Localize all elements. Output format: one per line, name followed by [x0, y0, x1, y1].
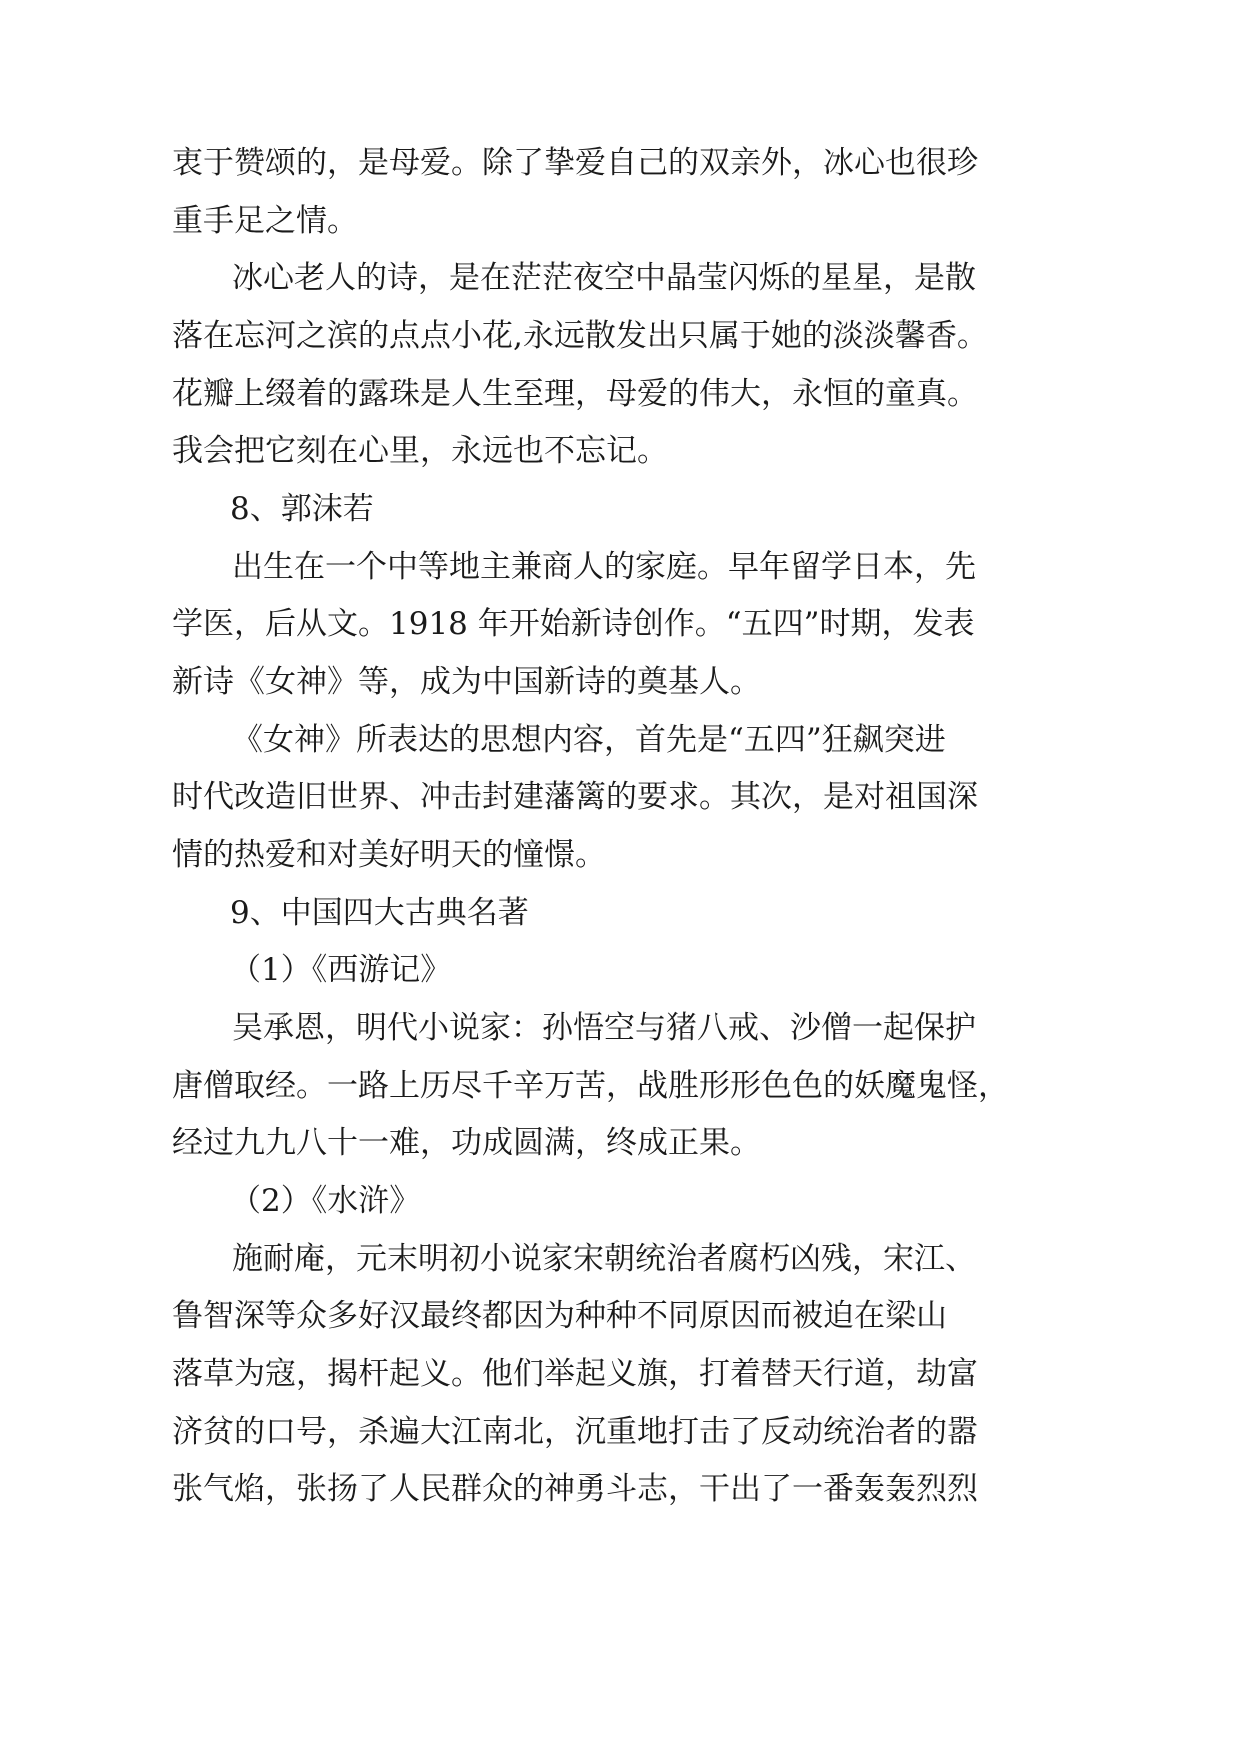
text-line	[0, 1296, 1241, 1336]
text-line-content: 情的热爱和对美好明天的憧憬。	[172, 837, 606, 873]
text-line	[0, 547, 1241, 587]
sub-heading	[0, 1181, 1241, 1221]
section-heading-text: 9、中国四大古典名著	[230, 895, 529, 931]
section-heading	[0, 893, 1241, 933]
section-heading-text: 8、郭沫若	[230, 491, 374, 527]
text-line-content: 济贫的口号，杀遍大江南北，沉重地打击了反动统治者的嚣	[172, 1414, 978, 1450]
text-line	[0, 720, 1241, 760]
text-line	[0, 1123, 1241, 1163]
text-line-content: 新诗《女神》等，成为中国新诗的奠基人。	[172, 664, 761, 700]
text-line-content: 唐僧取经。一路上历尽千辛万苦，战胜形形色色的妖魔鬼怪，	[172, 1068, 1009, 1104]
text-line-content: 吴承恩，明代小说家：孙悟空与猪八戒、沙僧一起保护	[232, 1010, 976, 1046]
text-line-content: 鲁智深等众多好汉最终都因为种种不同原因而被迫在梁山	[172, 1298, 947, 1334]
text-line	[0, 1354, 1241, 1394]
text-line-content: 衷于赞颂的，是母爱。除了挚爱自己的双亲外，冰心也很珍	[172, 145, 978, 181]
text-line-content: 花瓣上缀着的露珠是人生至理，母爱的伟大，永恒的童真。	[172, 376, 978, 412]
text-line	[0, 1239, 1241, 1279]
text-line	[0, 662, 1241, 702]
sub-heading-text: （2）《水浒》	[230, 1183, 421, 1219]
text-line	[0, 201, 1241, 241]
text-line	[0, 1412, 1241, 1452]
text-line-content: 重手足之情。	[172, 203, 358, 239]
section-heading	[0, 489, 1241, 529]
text-line-content: 落草为寇，揭杆起义。他们举起义旗，打着替天行道，劫富	[172, 1356, 978, 1392]
text-line-content: 《女神》所表达的思想内容，首先是“五四”狂飙突进	[232, 722, 946, 758]
text-line-content: 落在忘河之滨的点点小花,永远散发出只属于她的淡淡馨香。	[172, 318, 988, 354]
text-line-content: 施耐庵，元末明初小说家宋朝统治者腐朽凶残，宋江、	[232, 1241, 976, 1277]
text-line-content: 学医，后从文。1918 年开始新诗创作。“五四”时期，发表	[172, 606, 975, 642]
text-line-content: 出生在一个中等地主兼商人的家庭。早年留学日本，先	[232, 549, 976, 585]
text-line	[0, 258, 1241, 298]
text-line	[0, 431, 1241, 471]
sub-heading-text: （1）《西游记》	[230, 952, 452, 988]
sub-heading	[0, 950, 1241, 990]
text-line-content: 经过九九八十一难，功成圆满，终成正果。	[172, 1125, 761, 1161]
text-line-content: 冰心老人的诗，是在茫茫夜空中晶莹闪烁的星星，是散	[232, 260, 976, 296]
text-line	[0, 1066, 1241, 1106]
text-line	[0, 604, 1241, 644]
text-line	[0, 316, 1241, 356]
text-line	[0, 777, 1241, 817]
text-line-content: 我会把它刻在心里，永远也不忘记。	[172, 433, 668, 469]
text-line-content: 张气焰，张扬了人民群众的神勇斗志，干出了一番轰轰烈烈	[172, 1471, 978, 1507]
text-line-content: 时代改造旧世界、冲击封建藩篱的要求。其次，是对祖国深	[172, 779, 978, 815]
text-line	[0, 1008, 1241, 1048]
text-line	[0, 1469, 1241, 1509]
text-line	[0, 143, 1241, 183]
text-line	[0, 835, 1241, 875]
text-line	[0, 374, 1241, 414]
